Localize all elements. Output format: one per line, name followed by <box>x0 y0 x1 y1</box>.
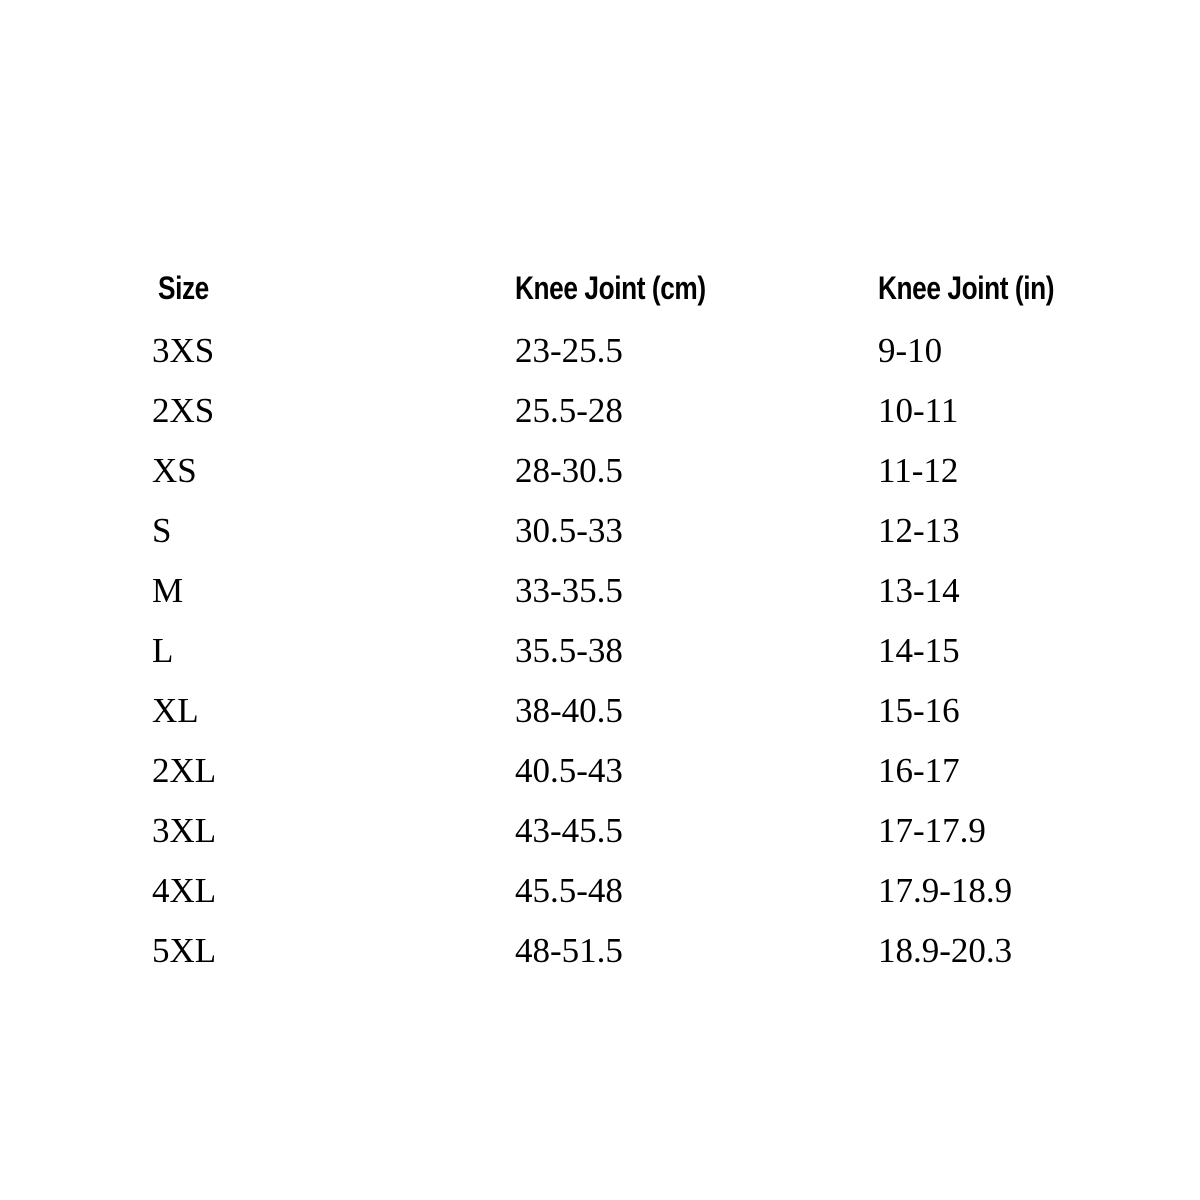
table-cell-size: XL <box>152 691 199 730</box>
table-cell-in: 18.9-20.3 <box>878 931 1013 970</box>
table-cell-size: 5XL <box>152 931 217 970</box>
table-cell-cm: 38-40.5 <box>515 691 623 730</box>
table-cell-cm: 25.5-28 <box>515 391 623 430</box>
table-cell-size: XS <box>152 451 197 490</box>
size-column-values <box>152 330 216 990</box>
table-cell-size: S <box>152 511 172 550</box>
table-cell-size: 2XS <box>152 391 215 430</box>
table-cell-size: 3XS <box>152 331 215 370</box>
table-cell-in: 14-15 <box>878 631 960 670</box>
table-cell-cm: 43-45.5 <box>515 811 623 850</box>
knee-joint-in-header: Knee Joint (in) <box>878 270 1055 306</box>
table-cell-cm: 33-35.5 <box>515 571 623 610</box>
table-cell-cm: 35.5-38 <box>515 631 623 670</box>
size-column-header: Size <box>158 270 209 306</box>
table-cell-cm: 45.5-48 <box>515 871 623 910</box>
table-cell-in: 12-13 <box>878 511 960 550</box>
table-cell-cm: 48-51.5 <box>515 931 623 970</box>
table-cell-in: 13-14 <box>878 571 960 610</box>
table-cell-in: 9-10 <box>878 331 943 370</box>
table-cell-cm: 23-25.5 <box>515 331 623 370</box>
table-cell-in: 17.9-18.9 <box>878 871 1013 910</box>
table-cell-in: 17-17.9 <box>878 811 986 850</box>
table-cell-size: 2XL <box>152 751 217 790</box>
table-cell-in: 15-16 <box>878 691 960 730</box>
table-cell-in: 16-17 <box>878 751 960 790</box>
knee-joint-cm-header: Knee Joint (cm) <box>515 270 706 306</box>
table-cell-size: M <box>152 571 184 610</box>
table-cell-in: 10-11 <box>878 391 959 430</box>
table-cell-in: 11-12 <box>878 451 959 490</box>
table-cell-size: L <box>152 631 174 670</box>
knee-joint-in-values <box>878 330 1012 990</box>
table-cell-size: 4XL <box>152 871 217 910</box>
table-cell-cm: 28-30.5 <box>515 451 623 490</box>
table-cell-size: 3XL <box>152 811 217 850</box>
table-cell-cm: 30.5-33 <box>515 511 623 550</box>
knee-joint-cm-values <box>515 330 623 990</box>
table-cell-cm: 40.5-43 <box>515 751 623 790</box>
